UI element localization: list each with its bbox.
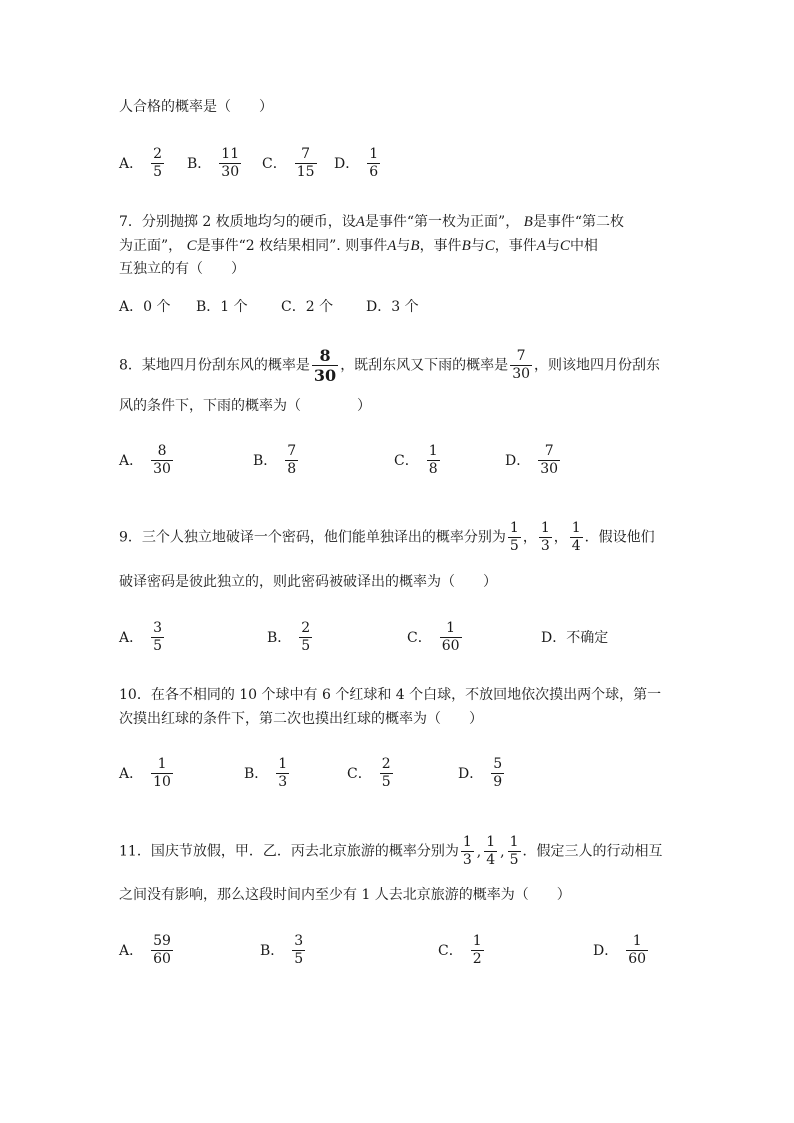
q9-option-b[interactable]: B． $\frac{2}{5}$ [267,620,311,654]
q9-option-a[interactable]: A． $\frac{3}{5}$ [119,620,163,654]
q11-option-d[interactable]: D． $\frac{1}{60}$ [593,933,647,967]
q7-option-a[interactable]: A．0 个 [119,299,171,315]
q6-option-a[interactable]: A． $\frac{2}{5}$ [119,146,163,180]
fraction: $\frac{1}{60}$ [628,933,647,967]
q6-stem-tail: 人合格的概率是（ ） [119,99,273,115]
fraction: $\frac{1}{60}$ [441,620,460,654]
fraction: $\frac{3}{5}$ [294,933,304,967]
q6-option-b[interactable]: B． $\frac{11}{30}$ [187,146,240,180]
q9-line-1: 9．三个人独立地破译一个密码，他们能单独译出的概率分别为 $\frac{1}{5}$ ， $\frac{1}{3}$ ， $\frac{1}{4}$ ．假设他们 [119,520,655,554]
q11-line-1: 11．国庆节放假，甲．乙．丙去北京旅游的概率分别为 $\frac{1}{3}$ , $\frac{1}{4}$ , $\frac{1}{5}$ ．假定三人的行动相互 [119,834,663,868]
q11-option-a[interactable]: A． $\frac{59}{60}$ [119,933,171,967]
fraction: $\frac{11}{30}$ [221,146,240,180]
q9-option-c[interactable]: C． $\frac{1}{60}$ [407,620,460,654]
fraction: $\frac{2}{5}$ [381,756,391,790]
q8-line-1: 8．某地四月份刮东风的概率是 $\frac{8}{30}$ ，既刮东风又下雨的概率是 $\frac{7}{30}$ ，则该地四月份刮东 [119,346,661,385]
fraction: $\frac{3}{5}$ [153,620,163,654]
fraction: $\frac{7}{30}$ [512,348,531,382]
fraction: $\frac{1}{3}$ [462,834,472,868]
q7-line-3: 互独立的有（ ） [119,261,245,277]
q8-line-2: 风的条件下，下雨的概率为（ ） [119,398,371,414]
q7-line-1: 7．分别抛掷 2 枚质地均匀的硬币，设A是事件“第一枚为正面”， B是事件“第二枚 [119,214,625,230]
q10-option-c[interactable]: C． $\frac{2}{5}$ [347,756,391,790]
q8-option-c[interactable]: C． $\frac{1}{8}$ [394,443,438,477]
fraction: $\frac{59}{60}$ [153,933,171,967]
fraction: $\frac{1}{4}$ [571,520,581,554]
q6-option-d[interactable]: D． $\frac{1}{6}$ [334,146,379,180]
q10-option-d[interactable]: D． $\frac{5}{9}$ [458,756,503,790]
fraction: $\frac{7}{30}$ [540,443,559,477]
q8-option-a[interactable]: A． $\frac{8}{30}$ [119,443,171,477]
q11-line-2: 之间没有影响，那么这段时间内至少有 1 人去北京旅游的概率为（ ） [119,887,571,903]
q8-option-d[interactable]: D． $\frac{7}{30}$ [505,443,559,477]
fraction: $\frac{1}{5}$ [509,834,519,868]
q9-line-2: 破译密码是彼此独立的，则此密码被破译出的概率为（ ） [119,574,497,590]
fraction: $\frac{8}{30}$ [313,346,337,385]
q11-option-b[interactable]: B． $\frac{3}{5}$ [260,933,304,967]
fraction: $\frac{1}{3}$ [540,520,550,554]
fraction: $\frac{1}{5}$ [509,520,519,554]
fraction: $\frac{7}{15}$ [296,146,315,180]
q10-line-1: 10．在各不相同的 10 个球中有 6 个红球和 4 个白球，不放回地依次摸出两个球，第一 [119,687,662,703]
fraction: $\frac{1}{3}$ [278,756,288,790]
fraction: $\frac{2}{5}$ [301,620,311,654]
fraction: $\frac{5}{9}$ [493,756,503,790]
q6-option-c[interactable]: C． $\frac{7}{15}$ [262,146,315,180]
q9-option-d[interactable]: D．不确定 [541,630,609,646]
q7-option-d[interactable]: D．3 个 [366,299,419,315]
q10-option-a[interactable]: A． $\frac{1}{10}$ [119,756,171,790]
q10-option-b[interactable]: B． $\frac{1}{3}$ [244,756,288,790]
q7-line-2: 为正面”， C是事件“2 枚结果相同”. 则事件A与B，事件B与C，事件A与C中相 [119,238,598,254]
q8-option-b[interactable]: B． $\frac{7}{8}$ [253,443,297,477]
fraction: $\frac{1}{4}$ [486,834,496,868]
fraction: $\frac{1}{2}$ [472,933,482,967]
q11-option-c[interactable]: C． $\frac{1}{2}$ [438,933,482,967]
fraction: $\frac{1}{6}$ [369,146,379,180]
fraction: $\frac{2}{5}$ [153,146,163,180]
q7-option-b[interactable]: B．1 个 [196,299,248,315]
fraction: $\frac{1}{8}$ [428,443,438,477]
fraction: $\frac{1}{10}$ [153,756,171,790]
q10-line-2: 次摸出红球的条件下，第二次也摸出红球的概率为（ ） [119,711,483,727]
fraction: $\frac{7}{8}$ [287,443,297,477]
fraction: $\frac{8}{30}$ [153,443,171,477]
q7-option-c[interactable]: C．2 个 [281,299,334,315]
